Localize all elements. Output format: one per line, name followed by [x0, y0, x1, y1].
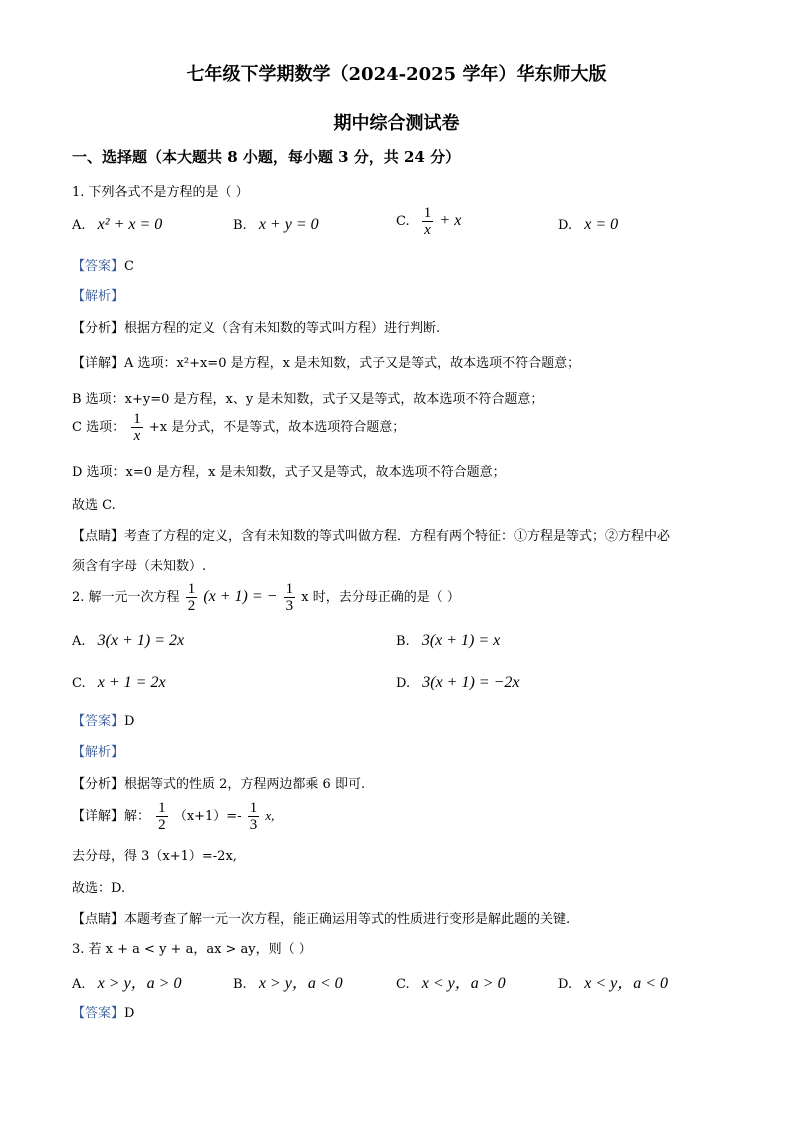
q1-detail-c — [72, 411, 405, 444]
q1-option-d — [558, 216, 618, 234]
q2-comment-text: 本题考查了解一元一次方程，能正确运用等式的性质进行变形是解此题的关键. — [124, 912, 571, 927]
q3-option-a-expr: x > y，a > 0 — [97, 975, 182, 992]
q1-option-c-fraction — [422, 205, 434, 238]
q1-detail-c-numerator: 1 — [133, 411, 141, 427]
q3-stem: 3. 若 x + a < y + a，ax > ay，则（ ） — [72, 942, 312, 957]
q2-option-b-expr: 3(x + 1) = x — [421, 632, 501, 649]
q2-answer-value: D — [124, 714, 135, 729]
q3-option-a — [72, 970, 181, 993]
q1-option-a-label: A. — [72, 218, 86, 233]
q2-detail-f1-numerator: 1 — [158, 800, 166, 816]
q1-detail-d: D 选项：x=0 是方程，x 是未知数，式子又是等式，故本选项不符合题意； — [72, 465, 506, 480]
answer-tag: 【答案】 — [72, 1006, 125, 1021]
q2-detail-mid: （x+1）=- — [173, 809, 242, 824]
q1-option-a — [72, 216, 162, 234]
q3-option-d-expr: x < y，a < 0 — [584, 975, 669, 992]
q2-option-d-label: D. — [396, 676, 411, 691]
q3-option-c-label: C. — [396, 977, 410, 992]
q1-detail-a — [72, 352, 580, 371]
q2-option-b — [396, 632, 500, 650]
exam-title-line2: 期中综合测试卷 — [333, 113, 460, 134]
q2-option-a — [72, 632, 184, 650]
q1-detail-c-pre: C 选项： — [72, 420, 126, 435]
detail-tag: 【详解】 — [72, 809, 125, 824]
q2-detail-f2-numerator: 1 — [249, 800, 258, 816]
q1-conclusion: 故选 C. — [72, 498, 116, 513]
detail-tag: 【详解】 — [72, 356, 125, 371]
q3-answer-value: D — [124, 1006, 135, 1021]
q2-stem-mid: (x + 1) = − — [203, 588, 278, 605]
answer-tag: 【答案】 — [72, 714, 125, 729]
q1-option-c-label: C. — [396, 214, 410, 229]
comment-tag: 【点睛】 — [72, 529, 125, 544]
q1-fenxi — [72, 317, 440, 336]
q2-comment — [72, 908, 570, 927]
q1-option-c — [396, 205, 461, 238]
q1-fenxi-text: 根据方程的定义（含有未知数的等式叫方程）进行判断. — [124, 321, 441, 336]
q1-stem: 1. 下列各式不是方程的是（ ） — [72, 185, 249, 200]
q1-answer-value: C — [124, 259, 134, 274]
q3-option-c — [396, 970, 506, 993]
q3-option-d — [558, 970, 668, 993]
q3-option-b — [233, 970, 343, 993]
q2-detail — [72, 800, 274, 833]
q1-detail-c-post: +x 是分式，不是等式，故本选项符合题意； — [148, 420, 406, 435]
q1-detail-c-fraction — [131, 411, 143, 444]
q2-stem-post: x 时，去分母正确的是（ ） — [301, 590, 460, 605]
q3-option-b-label: B. — [233, 977, 247, 992]
q1-comment-line1 — [72, 525, 670, 544]
q2-fenxi — [72, 773, 365, 792]
q1-option-b-label: B. — [233, 218, 247, 233]
answer-tag: 【答案】 — [72, 259, 125, 274]
q2-detail-fraction-2 — [248, 800, 260, 833]
q2-fenxi-text: 根据等式的性质 2，方程两边都乘 6 即可. — [124, 777, 366, 792]
q2-option-a-expr: 3(x + 1) = 2x — [97, 632, 185, 649]
q3-option-c-expr: x < y，a > 0 — [421, 975, 506, 992]
q1-analysis-tag: 【解析】 — [72, 289, 125, 304]
q2-detail-f1-denominator: 2 — [158, 817, 166, 833]
q2-detail-pre: 解： — [124, 809, 151, 824]
q2-option-d-expr: 3(x + 1) = −2x — [422, 674, 520, 691]
q2-option-c-label: C. — [72, 676, 86, 691]
q1-option-b-expr: x + y = 0 — [258, 216, 319, 233]
q1-detail-a-text: A 选项：x²+x=0 是方程，x 是未知数，式子又是等式，故本选项不符合题意； — [124, 356, 581, 371]
q2-option-a-label: A. — [72, 634, 86, 649]
q2-stem-pre: 2. 解一元一次方程 — [72, 590, 180, 605]
q1-option-d-expr: x = 0 — [584, 216, 619, 233]
q1-option-c-numerator: 1 — [423, 205, 432, 221]
exam-title-line1: 七年级下学期数学（2024-2025 学年）华东师大版 — [186, 64, 607, 85]
q1-option-b — [233, 216, 319, 234]
q1-option-c-denominator: x — [424, 222, 431, 238]
q2-option-c-expr: x + 1 = 2x — [97, 674, 166, 691]
q2-option-c — [72, 674, 166, 692]
fenxi-tag: 【分析】 — [72, 321, 125, 336]
q2-stem-f1-numerator: 1 — [187, 581, 196, 597]
comment-tag: 【点睛】 — [72, 912, 125, 927]
q3-answer — [72, 1002, 134, 1021]
q1-option-a-expr: x² + x = 0 — [97, 216, 163, 233]
q2-answer — [72, 710, 134, 729]
q2-stem — [72, 581, 460, 614]
q2-detail-f2-denominator: 3 — [249, 817, 258, 833]
q1-answer — [72, 255, 134, 274]
q2-analysis-tag: 【解析】 — [72, 745, 125, 760]
q2-stem-fraction-2 — [284, 581, 296, 614]
q1-comment-line2: 须含有字母（未知数）. — [72, 559, 207, 574]
q1-option-d-label: D. — [558, 218, 573, 233]
fenxi-tag: 【分析】 — [72, 777, 125, 792]
q3-option-a-label: A. — [72, 977, 86, 992]
section-heading: 一、选择题（本大题共 8 小题，每小题 3 分，共 24 分） — [72, 148, 461, 166]
q2-detail-post: x, — [265, 808, 275, 823]
q2-detail-fraction-1 — [156, 800, 168, 833]
q2-stem-f1-denominator: 2 — [187, 598, 196, 614]
q3-option-d-label: D. — [558, 977, 573, 992]
q2-option-b-label: B. — [396, 634, 410, 649]
q1-comment-text: 考查了方程的定义，含有未知数的等式叫做方程．方程有两个特征：①方程是等式；②方程中必 — [124, 529, 671, 544]
q1-detail-c-denominator: x — [133, 428, 141, 444]
q2-conclusion: 故选：D. — [72, 881, 126, 896]
q2-stem-fraction-1 — [186, 581, 198, 614]
q2-stem-f2-denominator: 3 — [285, 598, 294, 614]
q3-option-b-expr: x > y，a < 0 — [258, 975, 343, 992]
q1-option-c-tail: + x — [439, 212, 462, 229]
q2-stem-f2-numerator: 1 — [285, 581, 294, 597]
q1-detail-b: B 选项：x+y=0 是方程，x、y 是未知数，式子又是等式，故本选项不符合题意； — [72, 392, 544, 407]
q2-step: 去分母，得 3（x+1）=-2x, — [72, 849, 237, 864]
q2-option-d — [396, 674, 519, 692]
